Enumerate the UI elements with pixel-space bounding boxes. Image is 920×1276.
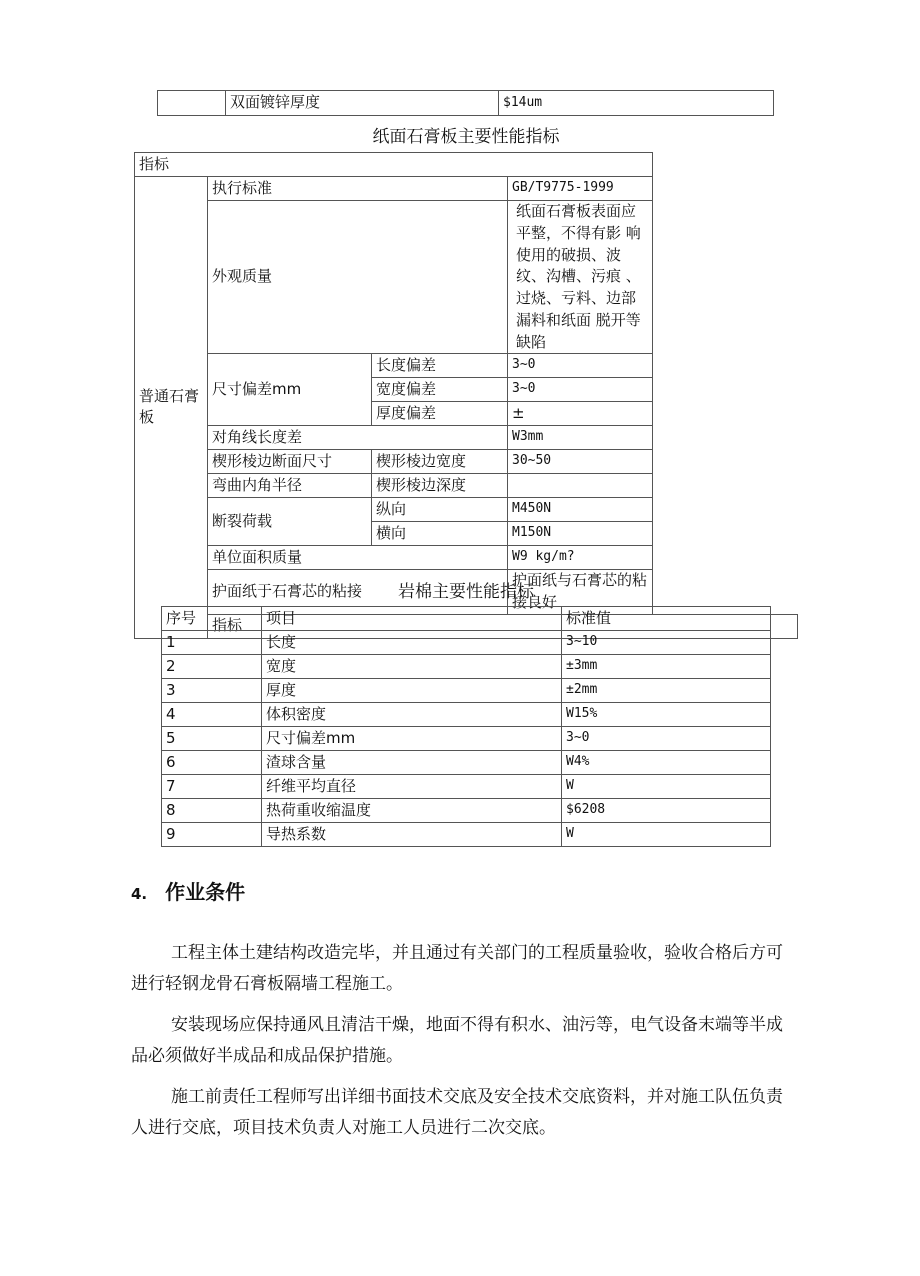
transverse-value: M150N xyxy=(508,522,653,546)
width-dev-label: 宽度偏差 xyxy=(372,378,508,402)
break-load-label: 断裂荷载 xyxy=(208,498,372,546)
thickness-dev-value: ± xyxy=(508,402,653,426)
row-item: 导热系数 xyxy=(262,823,562,847)
longitudinal-label: 纵向 xyxy=(372,498,508,522)
row-item: 渣球含量 xyxy=(262,751,562,775)
table-row xyxy=(162,751,771,775)
bend-radius-label: 弯曲内角半径 xyxy=(208,474,372,498)
table-row xyxy=(158,91,774,116)
standard-label: 执行标准 xyxy=(208,177,508,201)
row-item: 厚度 xyxy=(262,679,562,703)
zinc-table xyxy=(157,90,774,116)
table-row xyxy=(135,201,798,354)
wedge-depth-value xyxy=(508,474,653,498)
table-header-row xyxy=(162,607,771,631)
row-item: 纤维平均直径 xyxy=(262,775,562,799)
transverse-label: 横向 xyxy=(372,522,508,546)
table-row xyxy=(162,823,771,847)
row-item: 热荷重收缩温度 xyxy=(262,799,562,823)
section-heading xyxy=(131,876,245,905)
paragraph: 安装现场应保持通风且清洁干燥，地面不得有积水、油污等，电气设备末端等半成品必须做好半成品和成品保护措施。 xyxy=(131,1015,783,1066)
wedge-width-label: 楔形棱边宽度 xyxy=(372,450,508,474)
table-row xyxy=(162,631,771,655)
paragraph: 工程主体土建结构改造完毕，并且通过有关部门的工程质量验收，验收合格后方可进行轻钢龙骨石膏板隔墙工程施工。 xyxy=(131,943,783,994)
gypsum-table xyxy=(134,152,798,639)
wedge-section-label: 楔形棱边断面尺寸 xyxy=(208,450,372,474)
row-std: W xyxy=(562,823,771,847)
row-std: W15% xyxy=(562,703,771,727)
row-std: $6208 xyxy=(562,799,771,823)
table-row xyxy=(135,546,798,570)
row-std: W xyxy=(562,775,771,799)
table-row xyxy=(135,450,798,474)
gypsum-header: 指标 xyxy=(135,153,653,177)
row-item: 体积密度 xyxy=(262,703,562,727)
rockwool-table xyxy=(161,606,771,847)
paragraph: 施工前责任工程师写出详细书面技术交底及安全技术交底资料，并对施工队伍负责人进行交底，项目技术负责人对施工人员进行二次交底。 xyxy=(131,1087,783,1138)
row-no: 7 xyxy=(162,775,262,799)
width-dev-value: 3~0 xyxy=(508,378,653,402)
rockwool-table-caption: 岩棉主要性能指标 xyxy=(398,582,534,602)
table-row xyxy=(162,775,771,799)
col-header-std: 标准值 xyxy=(562,607,771,631)
col-header-item: 项目 xyxy=(262,607,562,631)
row-no: 3 xyxy=(162,679,262,703)
row-no: 2 xyxy=(162,655,262,679)
col-header-no: 序号 xyxy=(162,607,262,631)
bond-value: 护面纸与石膏芯的粘接良好 xyxy=(508,570,653,615)
row-std: ±3mm xyxy=(562,655,771,679)
gypsum-footer: 指标 xyxy=(208,614,798,638)
row-item: 宽度 xyxy=(262,655,562,679)
unit-mass-value: W9 kg/m? xyxy=(508,546,653,570)
bond-label: 护面纸于石膏芯的粘接 xyxy=(208,570,508,615)
row-std: W4% xyxy=(562,751,771,775)
table-row xyxy=(162,679,771,703)
row-no: 4 xyxy=(162,703,262,727)
standard-value: GB/T9775-1999 xyxy=(508,177,653,201)
row-item: 长度 xyxy=(262,631,562,655)
section-number: 4. xyxy=(131,885,148,903)
row-std: 3~0 xyxy=(562,727,771,751)
length-dev-value: 3~0 xyxy=(508,354,653,378)
table-row xyxy=(135,498,798,522)
zinc-value: $14um xyxy=(499,91,774,116)
gypsum-table-caption: 纸面石膏板主要性能指标 xyxy=(372,127,560,147)
dimension-label: 尺寸偏差mm xyxy=(208,354,372,426)
table-row xyxy=(135,177,798,201)
table-row xyxy=(135,474,798,498)
row-no: 6 xyxy=(162,751,262,775)
table-row xyxy=(162,703,771,727)
zinc-label: 双面镀锌厚度 xyxy=(226,91,499,116)
diagonal-label: 对角线长度差 xyxy=(208,426,508,450)
appearance-label: 外观质量 xyxy=(208,201,508,354)
row-item: 尺寸偏差mm xyxy=(262,727,562,751)
section-title: 作业条件 xyxy=(165,880,246,904)
unit-mass-label: 单位面积质量 xyxy=(208,546,508,570)
row-no: 1 xyxy=(162,631,262,655)
table-row xyxy=(135,153,798,177)
row-std: ±2mm xyxy=(562,679,771,703)
table-row xyxy=(135,426,798,450)
row-no: 9 xyxy=(162,823,262,847)
wedge-width-value: 30~50 xyxy=(508,450,653,474)
gypsum-group-label: 普通石膏板 xyxy=(135,177,208,639)
wedge-depth-label: 楔形棱边深度 xyxy=(372,474,508,498)
diagonal-value: W3mm xyxy=(508,426,653,450)
row-no: 5 xyxy=(162,727,262,751)
table-row xyxy=(135,354,798,378)
thickness-dev-label: 厚度偏差 xyxy=(372,402,508,426)
table-row xyxy=(162,727,771,751)
longitudinal-value: M450N xyxy=(508,498,653,522)
length-dev-label: 长度偏差 xyxy=(372,354,508,378)
row-no: 8 xyxy=(162,799,262,823)
table-row xyxy=(162,655,771,679)
table-row xyxy=(162,799,771,823)
appearance-value: 纸面石膏板表面应平整，不得有影 响使用的破损、波纹、沟槽、污痕 、过烧、亏料、边部漏料和纸面 脱开等缺陷 xyxy=(508,201,653,354)
row-std: 3~10 xyxy=(562,631,771,655)
blank-cell xyxy=(158,91,226,116)
